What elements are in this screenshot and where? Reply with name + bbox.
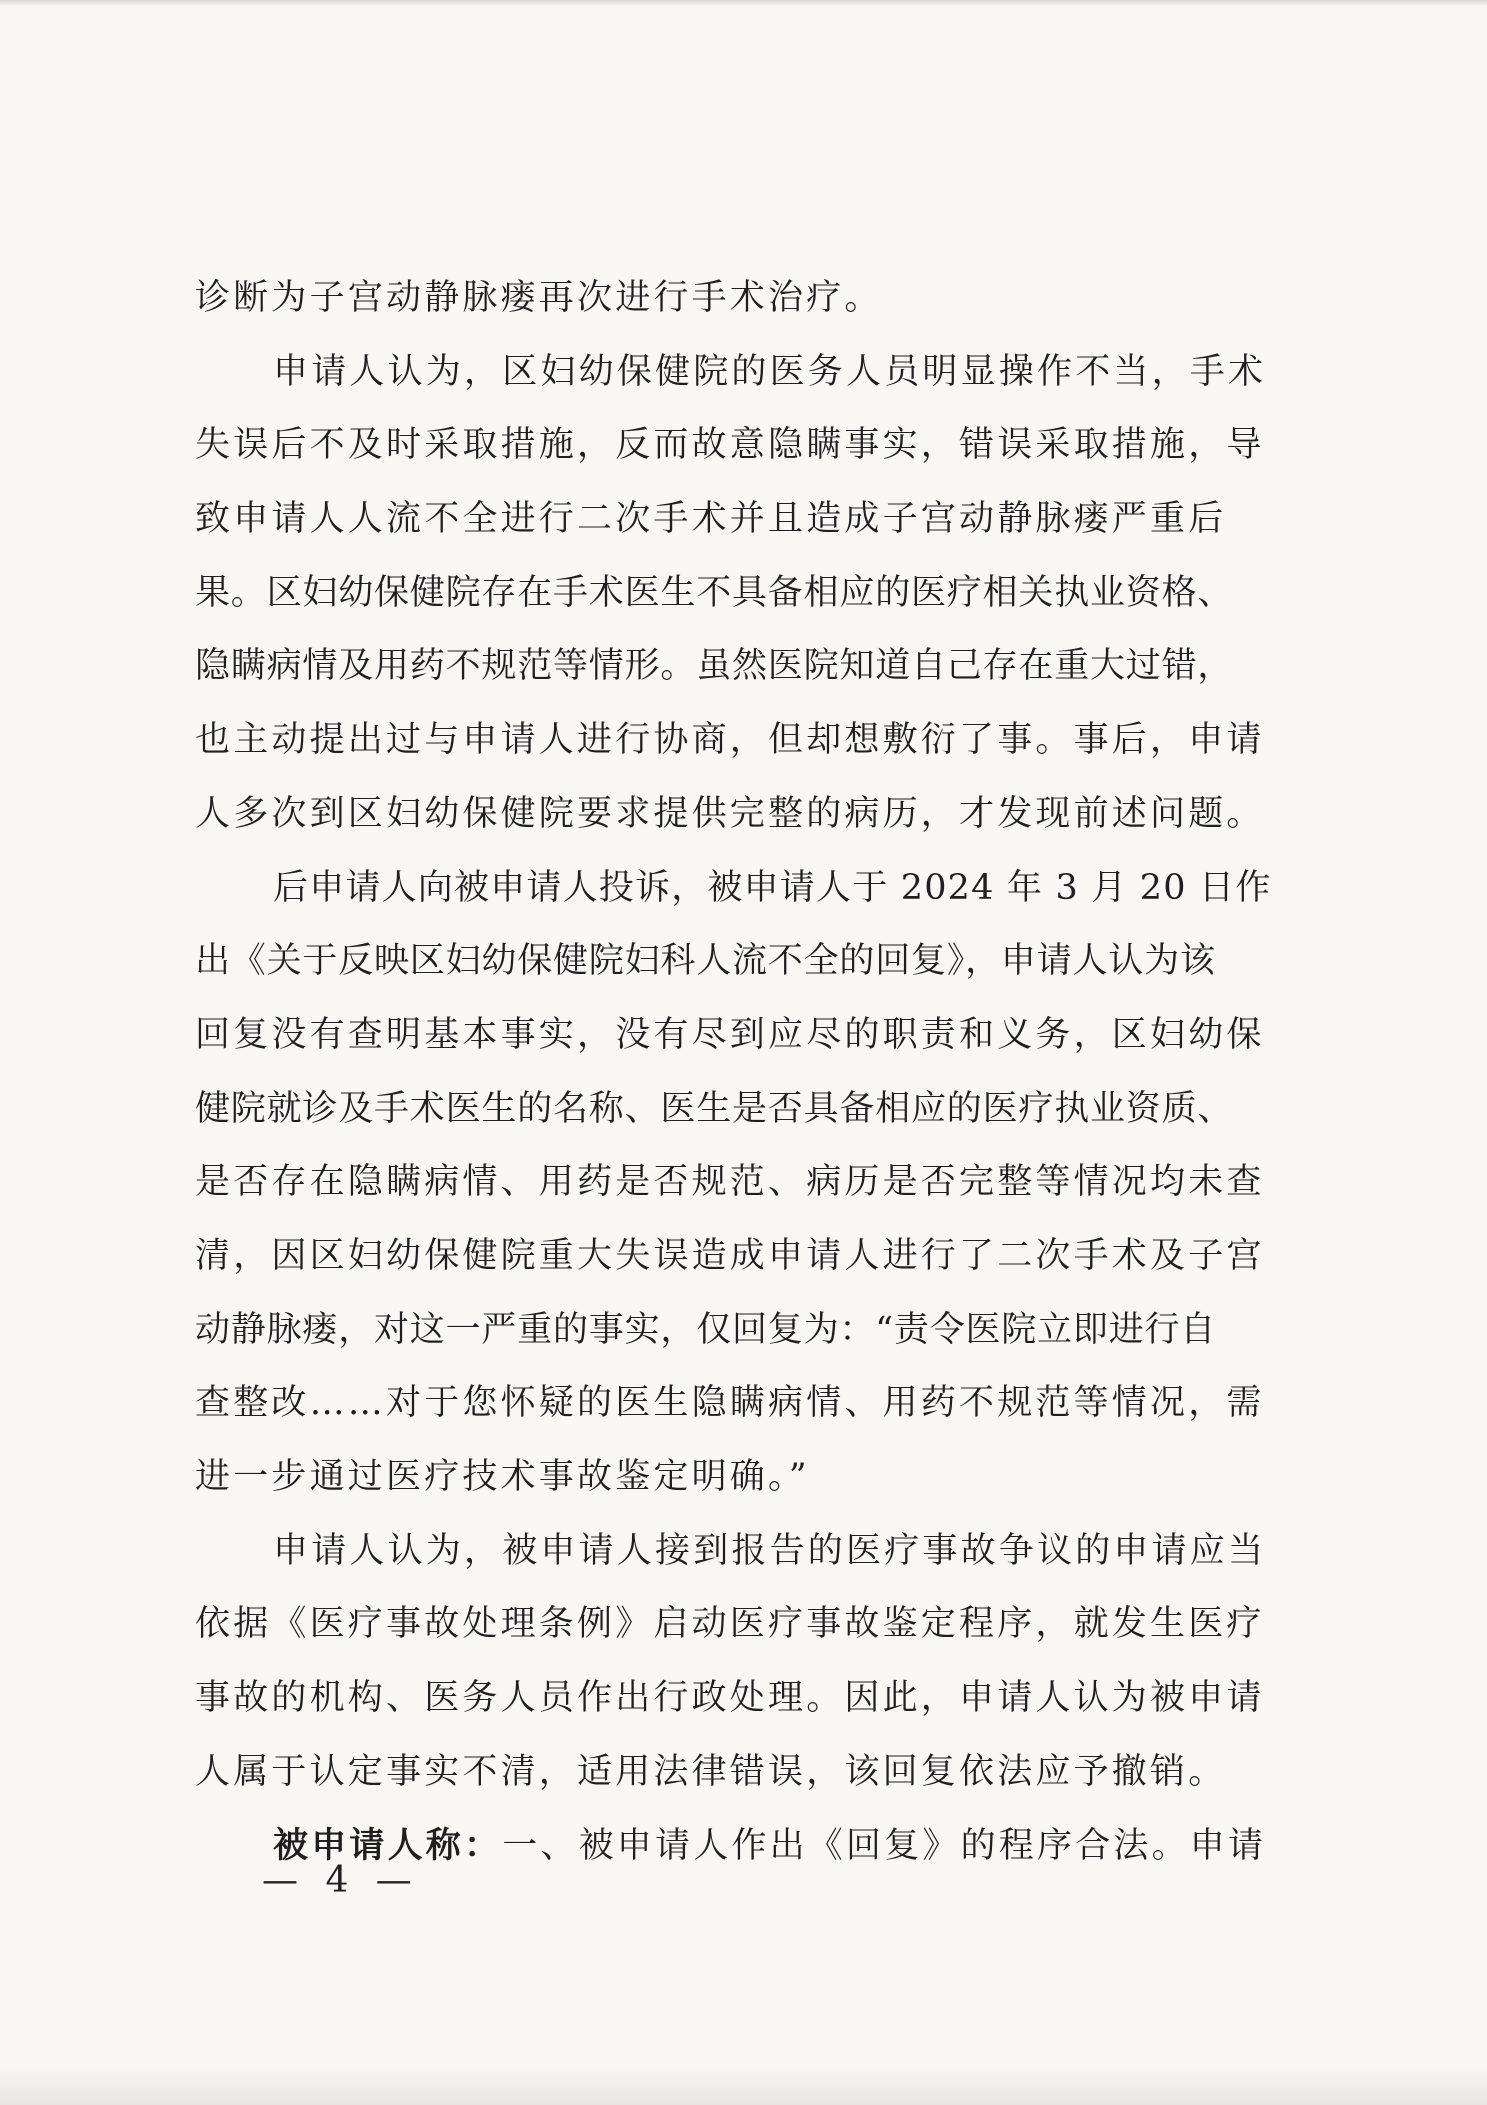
line-text: 是否存在隐瞒病情、用药是否规范、病历是否完整等情况均未查 xyxy=(195,1162,1265,1203)
body-line xyxy=(195,1662,1295,1736)
line-text: 健院就诊及手术医生的名称、医生是否具备相应的医疗执业资质、 xyxy=(195,1088,1234,1129)
line-text: 动静脉瘘，对这一严重的事实，仅回复为：“责令医院立即进行自 xyxy=(195,1309,1217,1350)
line-text: 果。区妇幼保健院存在手术医生不具备相应的医疗相关执业资格、 xyxy=(195,572,1234,613)
line-text: 也主动提出过与申请人进行协商，但却想敷衍了事。事后，申请 xyxy=(195,720,1265,761)
document-body xyxy=(195,262,1295,1883)
line-text: 后申请人向被申请人投诉，被申请人于 2024 年 3 月 20 日作 xyxy=(273,867,1272,908)
line-text: 人属于认定事实不清，适用法律错误，该回复依法应予撤销。 xyxy=(195,1751,1227,1792)
bold-lead-in: 被申请人称： xyxy=(273,1825,503,1867)
body-line xyxy=(195,1146,1295,1220)
body-line xyxy=(195,704,1295,778)
line-text: 出《关于反映区妇幼保健院妇科人流不全的回复》，申请人认为该 xyxy=(195,941,1216,982)
scan-bottom-shadow xyxy=(0,2065,1487,2105)
line-text: 进一步通过医疗技术事故鉴定明确。” xyxy=(195,1457,810,1497)
line-text: 申请人认为，区妇幼保健院的医务人员明显操作不当，手术 xyxy=(273,351,1267,392)
line-text: 诊断为子宫动静脉瘘再次进行手术治疗。 xyxy=(195,278,883,318)
body-line xyxy=(195,483,1295,557)
body-line xyxy=(195,557,1295,631)
line-text: 一、被申请人作出《回复》的程序合法。申请 xyxy=(502,1826,1267,1867)
page-number: — 4 — xyxy=(262,1860,420,1901)
line-text: 隐瞒病情及用药不规范等情形。虽然医院知道自己存在重大过错， xyxy=(195,646,1234,687)
body-line xyxy=(195,1367,1295,1441)
line-text: 清，因区妇幼保健院重大失误造成申请人进行了二次手术及子宫 xyxy=(195,1235,1265,1276)
line-text: 人多次到区妇幼保健院要求提供完整的病历，才发现前述问题。 xyxy=(195,793,1265,834)
line-text: 事故的机构、医务人员作出行政处理。因此，申请人认为被申请 xyxy=(195,1678,1265,1719)
line-text: 致申请人人流不全进行二次手术并且造成子宫动静脉瘘严重后 xyxy=(195,499,1227,540)
body-line xyxy=(195,409,1295,483)
body-line xyxy=(195,630,1295,704)
line-text: 回复没有查明基本事实，没有尽到应尽的职责和义务，区妇幼保 xyxy=(195,1014,1265,1055)
scan-top-edge xyxy=(0,0,1487,6)
body-line xyxy=(195,336,1295,410)
body-line xyxy=(195,1588,1295,1662)
body-line xyxy=(195,925,1295,999)
line-text: 申请人认为，被申请人接到报告的医疗事故争议的申请应当 xyxy=(273,1530,1267,1571)
body-line xyxy=(195,1220,1295,1294)
line-text: 依据《医疗事故处理条例》启动医疗事故鉴定程序，就发生医疗 xyxy=(195,1604,1265,1645)
line-text: 失误后不及时采取措施，反而故意隐瞒事实，错误采取措施，导 xyxy=(195,425,1265,466)
body-line xyxy=(195,262,1295,336)
body-line xyxy=(195,778,1295,852)
body-line xyxy=(195,1441,1295,1515)
body-line xyxy=(195,852,1295,926)
body-line xyxy=(195,1073,1295,1147)
line-text: 查整改……对于您怀疑的医生隐瞒病情、用药不规范等情况，需 xyxy=(195,1383,1265,1424)
body-line xyxy=(195,1294,1295,1368)
body-line xyxy=(195,999,1295,1073)
body-line xyxy=(195,1736,1295,1810)
body-line xyxy=(195,1515,1295,1589)
